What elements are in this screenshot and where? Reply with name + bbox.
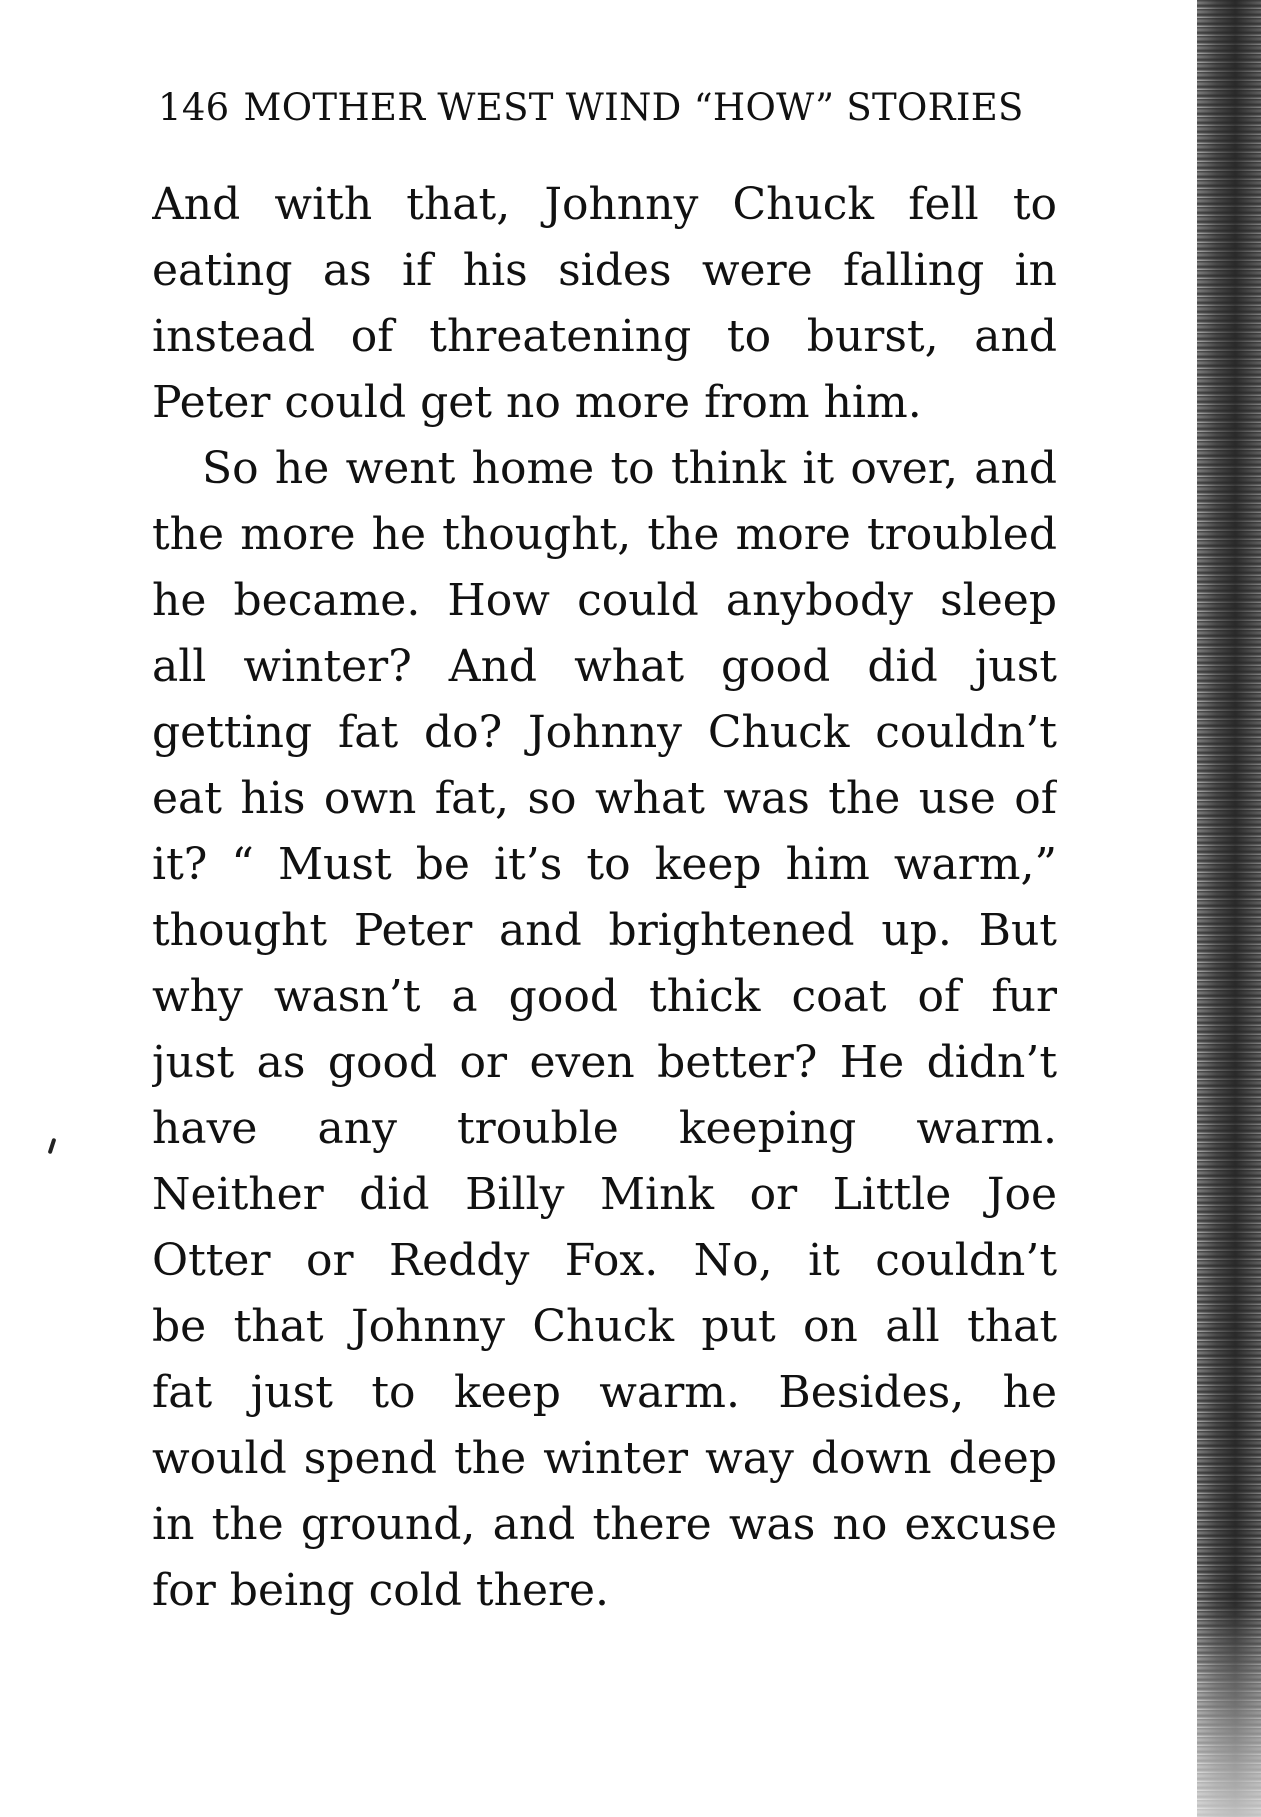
text-line: would spend the winter way down deep: [152, 1433, 1057, 1484]
text-line: Peter could get no more from him.: [152, 377, 922, 428]
text-line: just as good or even better? He didn’t: [152, 1037, 1057, 1088]
text-line: So he went home to think it over, and: [202, 443, 1057, 494]
text-line: thought Peter and brightened up. But: [152, 905, 1057, 956]
text-line: getting fat do? Johnny Chuck couldn’t: [152, 707, 1057, 758]
text-line: And with that, Johnny Chuck fell to: [152, 179, 1057, 230]
text-line: he became. How could anybody sleep: [152, 575, 1057, 626]
page-edge-fade: [1197, 1600, 1261, 1817]
text-line: why wasn’t a good thick coat of fur: [152, 971, 1057, 1022]
text-line: Otter or Reddy Fox. No, it couldn’t: [152, 1235, 1057, 1286]
text-line: in the ground, and there was no excuse: [152, 1499, 1057, 1550]
text-line: have any trouble keeping warm.: [152, 1103, 1057, 1154]
text-line: all winter? And what good did just: [152, 641, 1057, 692]
scanned-page-edge: [1197, 0, 1261, 1817]
margin-mark: [48, 1138, 57, 1154]
text-line: the more he thought, the more troubled: [152, 509, 1057, 560]
body-text: [152, 172, 1057, 1624]
text-line: Neither did Billy Mink or Little Joe: [152, 1169, 1057, 1220]
text-line: instead of threatening to burst, and: [152, 311, 1057, 362]
page-number: 146: [158, 86, 230, 129]
text-line: it? “ Must be it’s to keep him warm,”: [152, 839, 1057, 890]
text-line: for being cold there.: [152, 1565, 610, 1616]
text-line: fat just to keep warm. Besides, he: [152, 1367, 1057, 1418]
running-header: [158, 86, 1038, 129]
text-line: be that Johnny Chuck put on all that: [152, 1301, 1057, 1352]
text-line: eat his own fat, so what was the use of: [152, 773, 1057, 824]
text-line: eating as if his sides were falling in: [152, 245, 1057, 296]
running-title: MOTHER WEST WIND “HOW” STORIES: [243, 86, 1024, 129]
